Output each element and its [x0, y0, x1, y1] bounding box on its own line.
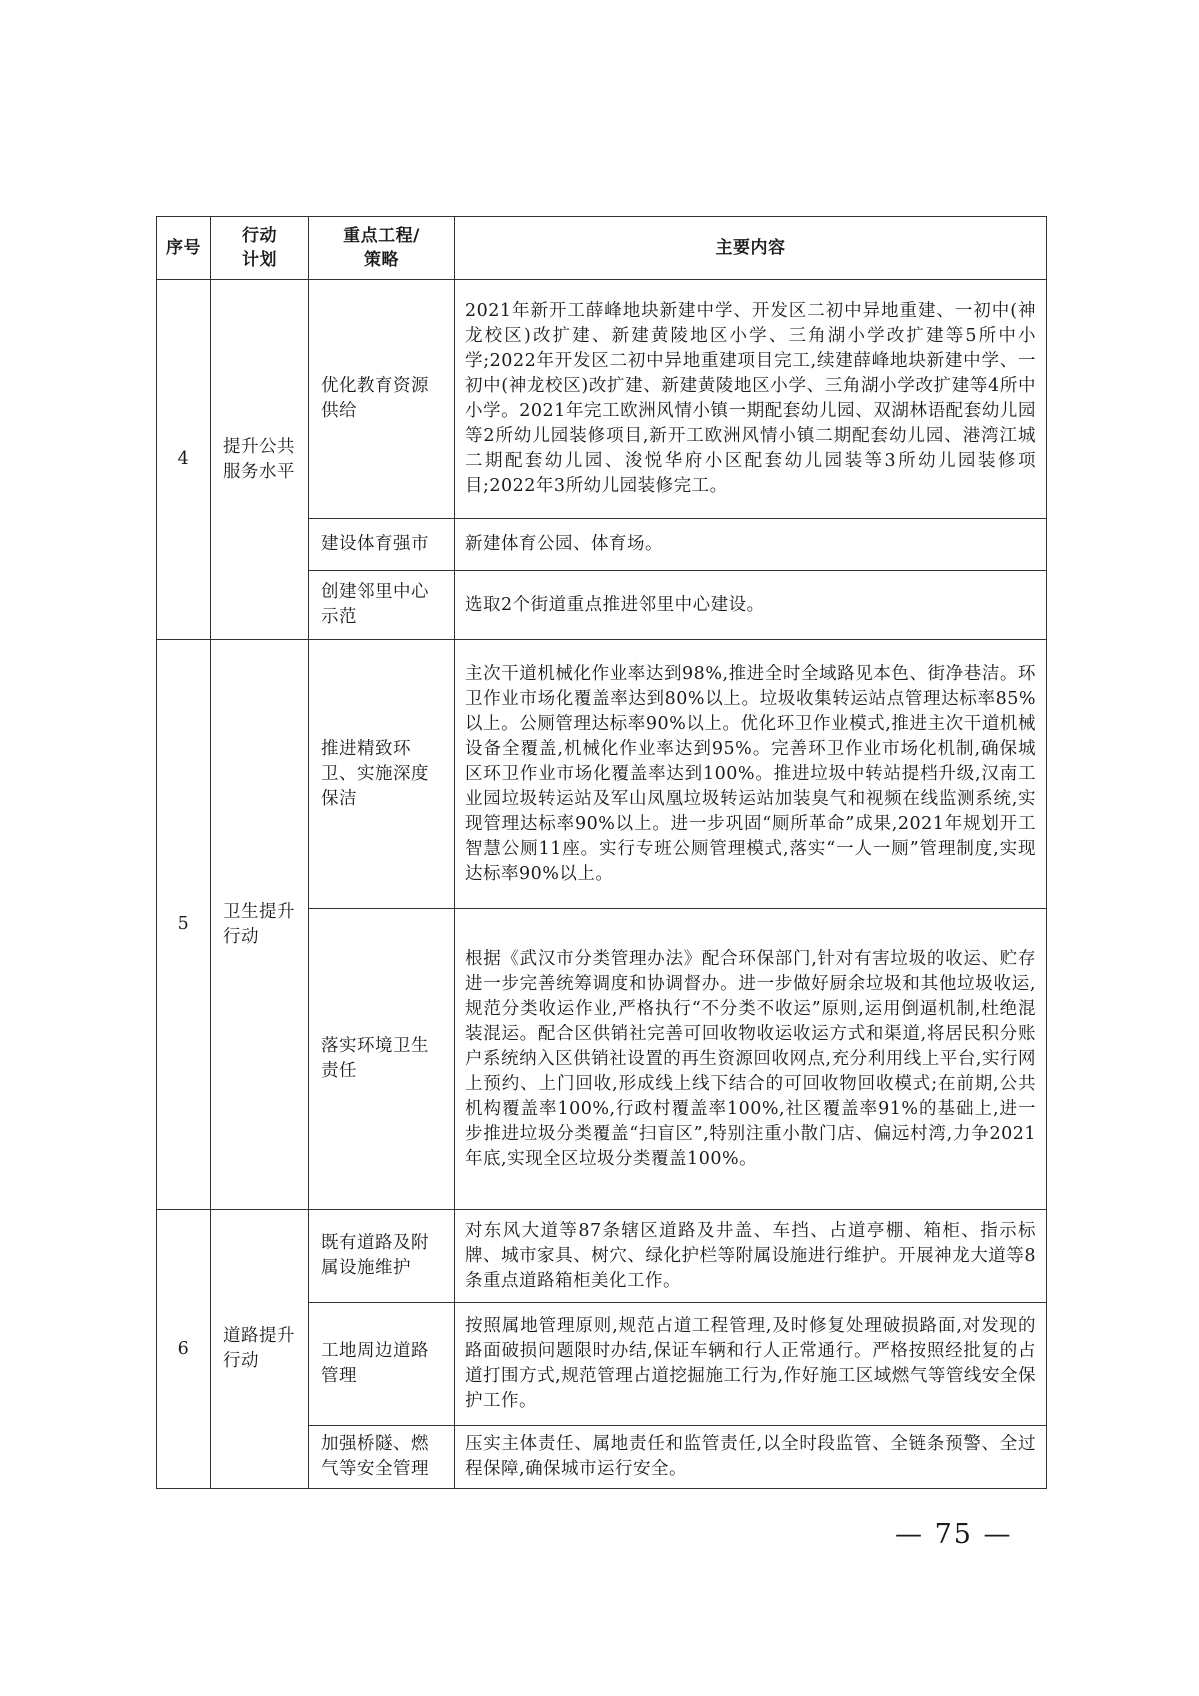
header-index: 序号 — [157, 217, 211, 280]
row-index: 4 — [157, 280, 211, 640]
row-project: 建设体育强市 — [309, 519, 455, 571]
page-number: — 75 — — [895, 1519, 1013, 1550]
row-plan: 卫生提升行动 — [211, 640, 309, 1210]
row-content: 新建体育公园、体育场。 — [455, 519, 1047, 571]
row-content: 根据《武汉市分类管理办法》配合环保部门,针对有害垃圾的收运、贮存进一步完善统筹调度和协调督办。进一步做好厨余垃圾和其他垃圾收运,规范分类收运作业,严格执行“不分类不收运”原则,运用倒逼机制,杜绝混装混运。配合区供销社完善可回收物收运收运方式和渠道,将居民积分账户系统纳入区供销社设置的再生资源回收网点,充分利用线上平台,实行网上预约、上门回收,形成线上线下结合的可回收物回收模式;在前期,公共机构覆盖率100%,行政村覆盖率100%,社区覆盖率91%的基础上,进一步推进垃圾分类覆盖“扫盲区”,特别注重小散门店、偏远村湾,力争2021年底,实现全区垃圾分类覆盖100%。 — [455, 909, 1047, 1210]
table-row — [157, 1210, 1047, 1303]
table-row — [157, 280, 1047, 519]
header-plan: 行动 计划 — [211, 217, 309, 280]
row-plan: 道路提升行动 — [211, 1210, 309, 1489]
row-project: 既有道路及附属设施维护 — [309, 1210, 455, 1303]
row-content: 压实主体责任、属地责任和监管责任,以全时段监管、全链条预警、全过程保障,确保城市运行安全。 — [455, 1426, 1047, 1489]
row-content: 对东风大道等87条辖区道路及井盖、车挡、占道亭棚、箱柜、指示标牌、城市家具、树穴、绿化护栏等附属设施进行维护。开展神龙大道等8条重点道路箱柜美化工作。 — [455, 1210, 1047, 1303]
row-plan: 提升公共服务水平 — [211, 280, 309, 640]
header-project: 重点工程/ 策略 — [309, 217, 455, 280]
row-project: 加强桥隧、燃气等安全管理 — [309, 1426, 455, 1489]
row-content: 按照属地管理原则,规范占道工程管理,及时修复处理破损路面,对发现的路面破损问题限时办结,保证车辆和行人正常通行。严格按照经批复的占道打围方式,规范管理占道挖掘施工行为,作好施工区域燃气等管线安全保护工作。 — [455, 1303, 1047, 1426]
row-index: 6 — [157, 1210, 211, 1489]
main-table — [156, 216, 1047, 1489]
row-content: 选取2个街道重点推进邻里中心建设。 — [455, 571, 1047, 640]
row-content: 主次干道机械化作业率达到98%,推进全时全域路见本色、街净巷洁。环卫作业市场化覆盖率达到80%以上。垃圾收集转运站点管理达标率85%以上。公厕管理达标率90%以上。优化环卫作业模式,推进主次干道机械设备全覆盖,机械化作业率达到95%。完善环卫作业市场化机制,确保城区环卫作业市场化覆盖率达到100%。推进垃圾中转站提档升级,汉南工业园垃圾转运站及军山凤凰垃圾转运站加装臭气和视频在线监测系统,实现管理达标率90%以上。进一步巩固“厕所革命”成果,2021年规划开工智慧公厕11座。实行专班公厕管理模式,落实“一人一厕”管理制度,实现达标率90%以上。 — [455, 640, 1047, 909]
row-project: 创建邻里中心示范 — [309, 571, 455, 640]
row-project: 推进精致环卫、实施深度保洁 — [309, 640, 455, 909]
row-project: 工地周边道路管理 — [309, 1303, 455, 1426]
row-project: 落实环境卫生责任 — [309, 909, 455, 1210]
table-header-row — [157, 217, 1047, 280]
table-row — [157, 640, 1047, 909]
header-content: 主要内容 — [455, 217, 1047, 280]
row-content: 2021年新开工薛峰地块新建中学、开发区二初中异地重建、一初中(神龙校区)改扩建、新建黄陵地区小学、三角湖小学改扩建等5所中小学;2022年开发区二初中异地重建项目完工,续建薛峰地块新建中学、一初中(神龙校区)改扩建、新建黄陵地区小学、三角湖小学改扩建等4所中小学。2021年完工欧洲风情小镇一期配套幼儿园、双湖林语配套幼儿园等2所幼儿园装修项目,新开工欧洲风情小镇二期配套幼儿园、港湾江城二期配套幼儿园、浚悦华府小区配套幼儿园装等3所幼儿园装修项目;2022年3所幼儿园装修完工。 — [455, 280, 1047, 519]
row-project: 优化教育资源供给 — [309, 280, 455, 519]
row-index: 5 — [157, 640, 211, 1210]
